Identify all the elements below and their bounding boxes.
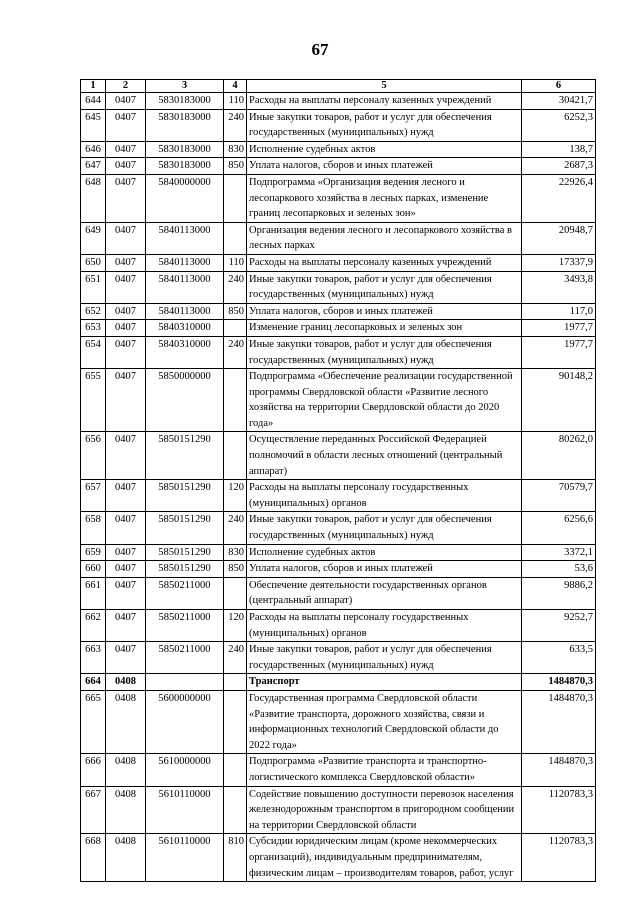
column-header: 6: [522, 80, 596, 93]
amount-cell: 20948,7: [522, 222, 596, 254]
amount-cell: 1484870,3: [522, 690, 596, 753]
section-code-cell: 0408: [106, 786, 146, 834]
section-code-cell: 0407: [106, 577, 146, 609]
amount-cell: 6252,3: [522, 109, 596, 141]
amount-cell: 30421,7: [522, 93, 596, 110]
section-code-cell: 0407: [106, 512, 146, 544]
expense-type-cell: [224, 674, 247, 691]
target-code-cell: 5840310000: [146, 336, 224, 368]
amount-cell: 17337,9: [522, 254, 596, 271]
expense-type-cell: 110: [224, 93, 247, 110]
table-header-row: [81, 80, 596, 93]
table-row: [81, 642, 596, 674]
section-code-cell: 0407: [106, 561, 146, 578]
row-number-cell: 663: [81, 642, 106, 674]
table-row: [81, 561, 596, 578]
target-code-cell: 5850211000: [146, 577, 224, 609]
table-body: [81, 93, 596, 882]
amount-cell: 70579,7: [522, 480, 596, 512]
target-code-cell: 5850151290: [146, 512, 224, 544]
budget-table: [80, 79, 596, 882]
row-number-cell: 665: [81, 690, 106, 753]
row-number-cell: 648: [81, 174, 106, 222]
item-name-cell: Субсидии юридическим лицам (кроме некоммерческих организаций), индивидуальным предпринимателям, физическим лицам – производителям товаров, работ, услуг: [247, 834, 522, 882]
target-code-cell: 5840310000: [146, 320, 224, 337]
item-name-cell: Иные закупки товаров, работ и услуг для обеспечения государственных (муниципальных) нужд: [247, 512, 522, 544]
table-row: [81, 369, 596, 432]
expense-type-cell: [224, 754, 247, 786]
item-name-cell: Организация ведения лесного и лесопаркового хозяйства в лесных парках: [247, 222, 522, 254]
section-code-cell: 0408: [106, 834, 146, 882]
expense-type-cell: 830: [224, 141, 247, 158]
item-name-cell: Государственная программа Свердловской области «Развитие транспорта, дорожного хозяйства, связи и информационных технологий Свердловской области до 2022 года»: [247, 690, 522, 753]
expense-type-cell: [224, 690, 247, 753]
section-code-cell: 0407: [106, 544, 146, 561]
section-code-cell: 0407: [106, 222, 146, 254]
item-name-cell: Изменение границ лесопарковых и зеленых зон: [247, 320, 522, 337]
target-code-cell: [146, 674, 224, 691]
section-code-cell: 0407: [106, 369, 146, 432]
target-code-cell: 5850151290: [146, 544, 224, 561]
item-name-cell: Подпрограмма «Организация ведения лесного и лесопаркового хозяйства в лесных парках, изменение границ лесопарковых и зеленых зон»: [247, 174, 522, 222]
table-row: [81, 544, 596, 561]
table-row: [81, 690, 596, 753]
amount-cell: 9886,2: [522, 577, 596, 609]
table-row: [81, 480, 596, 512]
amount-cell: 90148,2: [522, 369, 596, 432]
item-name-cell: Расходы на выплаты персоналу государственных (муниципальных) органов: [247, 610, 522, 642]
amount-cell: 1484870,3: [522, 674, 596, 691]
item-name-cell: Уплата налогов, сборов и иных платежей: [247, 158, 522, 175]
row-number-cell: 660: [81, 561, 106, 578]
table-row: [81, 320, 596, 337]
row-number-cell: 657: [81, 480, 106, 512]
section-code-cell: 0407: [106, 480, 146, 512]
row-number-cell: 653: [81, 320, 106, 337]
amount-cell: 6256,6: [522, 512, 596, 544]
section-code-cell: 0407: [106, 93, 146, 110]
amount-cell: 9252,7: [522, 610, 596, 642]
section-code-cell: 0407: [106, 303, 146, 320]
expense-type-cell: 810: [224, 834, 247, 882]
table-row: [81, 786, 596, 834]
row-number-cell: 644: [81, 93, 106, 110]
column-header: 5: [247, 80, 522, 93]
item-name-cell: Содействие повышению доступности перевозок населения железнодорожным транспортом в пригородном сообщении на территории Свердловской области: [247, 786, 522, 834]
row-number-cell: 647: [81, 158, 106, 175]
expense-type-cell: 240: [224, 109, 247, 141]
amount-cell: 1120783,3: [522, 786, 596, 834]
section-code-cell: 0407: [106, 271, 146, 303]
item-name-cell: Расходы на выплаты персоналу казенных учреждений: [247, 93, 522, 110]
section-code-cell: 0407: [106, 174, 146, 222]
item-name-cell: Расходы на выплаты персоналу казенных учреждений: [247, 254, 522, 271]
item-name-cell: Расходы на выплаты персоналу государственных (муниципальных) органов: [247, 480, 522, 512]
section-code-cell: 0407: [106, 432, 146, 480]
table-row: [81, 141, 596, 158]
row-number-cell: 651: [81, 271, 106, 303]
target-code-cell: 5850151290: [146, 432, 224, 480]
target-code-cell: 5830183000: [146, 141, 224, 158]
row-number-cell: 661: [81, 577, 106, 609]
item-name-cell: Исполнение судебных актов: [247, 141, 522, 158]
target-code-cell: 5830183000: [146, 158, 224, 175]
table-row: [81, 432, 596, 480]
table-row: [81, 222, 596, 254]
row-number-cell: 645: [81, 109, 106, 141]
table-row: [81, 610, 596, 642]
row-number-cell: 656: [81, 432, 106, 480]
item-name-cell: Иные закупки товаров, работ и услуг для обеспечения государственных (муниципальных) нужд: [247, 336, 522, 368]
target-code-cell: 5830183000: [146, 93, 224, 110]
amount-cell: 2687,3: [522, 158, 596, 175]
expense-type-cell: 850: [224, 303, 247, 320]
table-row: [81, 336, 596, 368]
item-name-cell: Исполнение судебных актов: [247, 544, 522, 561]
target-code-cell: 5840113000: [146, 222, 224, 254]
target-code-cell: 5600000000: [146, 690, 224, 753]
expense-type-cell: [224, 432, 247, 480]
row-number-cell: 664: [81, 674, 106, 691]
target-code-cell: 5840113000: [146, 303, 224, 320]
item-name-cell: Уплата налогов, сборов и иных платежей: [247, 561, 522, 578]
expense-type-cell: 240: [224, 642, 247, 674]
table-row: [81, 93, 596, 110]
expense-type-cell: 120: [224, 480, 247, 512]
amount-cell: 633,5: [522, 642, 596, 674]
column-header: 1: [81, 80, 106, 93]
expense-type-cell: 850: [224, 158, 247, 175]
table-row: [81, 109, 596, 141]
table-row: [81, 512, 596, 544]
section-code-cell: 0407: [106, 610, 146, 642]
amount-cell: 53,6: [522, 561, 596, 578]
expense-type-cell: [224, 786, 247, 834]
target-code-cell: 5830183000: [146, 109, 224, 141]
row-number-cell: 662: [81, 610, 106, 642]
amount-cell: 1120783,3: [522, 834, 596, 882]
row-number-cell: 659: [81, 544, 106, 561]
table-row: [81, 674, 596, 691]
item-name-cell: Иные закупки товаров, работ и услуг для обеспечения государственных (муниципальных) нужд: [247, 109, 522, 141]
section-code-cell: 0407: [106, 109, 146, 141]
target-code-cell: 5610000000: [146, 754, 224, 786]
target-code-cell: 5850211000: [146, 610, 224, 642]
row-number-cell: 667: [81, 786, 106, 834]
expense-type-cell: [224, 577, 247, 609]
expense-type-cell: [224, 320, 247, 337]
amount-cell: 1484870,3: [522, 754, 596, 786]
item-name-cell: Подпрограмма «Развитие транспорта и транспортно-логистического комплекса Свердловской области»: [247, 754, 522, 786]
target-code-cell: 5850151290: [146, 561, 224, 578]
expense-type-cell: 240: [224, 512, 247, 544]
table-row: [81, 254, 596, 271]
item-name-cell: Осуществление переданных Российской Федерацией полномочий в области лесных отношений (центральный аппарат): [247, 432, 522, 480]
amount-cell: 117,0: [522, 303, 596, 320]
table-row: [81, 174, 596, 222]
section-code-cell: 0407: [106, 141, 146, 158]
row-number-cell: 649: [81, 222, 106, 254]
page-number: 67: [311, 40, 329, 59]
amount-cell: 3372,1: [522, 544, 596, 561]
target-code-cell: 5610110000: [146, 786, 224, 834]
item-name-cell: Иные закупки товаров, работ и услуг для обеспечения государственных (муниципальных) нужд: [247, 271, 522, 303]
table-row: [81, 754, 596, 786]
amount-cell: 138,7: [522, 141, 596, 158]
section-code-cell: 0407: [106, 336, 146, 368]
amount-cell: 1977,7: [522, 320, 596, 337]
section-code-cell: 0407: [106, 254, 146, 271]
column-header: 4: [224, 80, 247, 93]
section-code-cell: 0407: [106, 158, 146, 175]
expense-type-cell: [224, 174, 247, 222]
row-number-cell: 655: [81, 369, 106, 432]
target-code-cell: 5850000000: [146, 369, 224, 432]
section-code-cell: 0407: [106, 320, 146, 337]
item-name-cell: Обеспечение деятельности государственных органов (центральный аппарат): [247, 577, 522, 609]
row-number-cell: 666: [81, 754, 106, 786]
section-code-cell: 0407: [106, 642, 146, 674]
expense-type-cell: 830: [224, 544, 247, 561]
item-name-cell: Уплата налогов, сборов и иных платежей: [247, 303, 522, 320]
target-code-cell: 5840113000: [146, 254, 224, 271]
table-row: [81, 303, 596, 320]
expense-type-cell: [224, 369, 247, 432]
table-row: [81, 834, 596, 882]
expense-type-cell: 110: [224, 254, 247, 271]
row-number-cell: 658: [81, 512, 106, 544]
expense-type-cell: 850: [224, 561, 247, 578]
table-row: [81, 271, 596, 303]
table-row: [81, 158, 596, 175]
expense-type-cell: 240: [224, 271, 247, 303]
target-code-cell: 5850151290: [146, 480, 224, 512]
item-name-cell: Подпрограмма «Обеспечение реализации государственной программы Свердловской области «Развитие лесного хозяйства на территории Свердловской области до 2020 года»: [247, 369, 522, 432]
amount-cell: 3493,8: [522, 271, 596, 303]
target-code-cell: 5840000000: [146, 174, 224, 222]
target-code-cell: 5610110000: [146, 834, 224, 882]
expense-type-cell: 240: [224, 336, 247, 368]
row-number-cell: 650: [81, 254, 106, 271]
expense-type-cell: [224, 222, 247, 254]
column-header: 3: [146, 80, 224, 93]
target-code-cell: 5840113000: [146, 271, 224, 303]
section-code-cell: 0408: [106, 674, 146, 691]
column-header: 2: [106, 80, 146, 93]
section-code-cell: 0408: [106, 690, 146, 753]
amount-cell: 80262,0: [522, 432, 596, 480]
row-number-cell: 668: [81, 834, 106, 882]
target-code-cell: 5850211000: [146, 642, 224, 674]
row-number-cell: 652: [81, 303, 106, 320]
table-row: [81, 577, 596, 609]
item-name-cell: Иные закупки товаров, работ и услуг для обеспечения государственных (муниципальных) нужд: [247, 642, 522, 674]
row-number-cell: 646: [81, 141, 106, 158]
expense-type-cell: 120: [224, 610, 247, 642]
row-number-cell: 654: [81, 336, 106, 368]
item-name-cell: Транспорт: [247, 674, 522, 691]
section-code-cell: 0408: [106, 754, 146, 786]
amount-cell: 1977,7: [522, 336, 596, 368]
amount-cell: 22926,4: [522, 174, 596, 222]
